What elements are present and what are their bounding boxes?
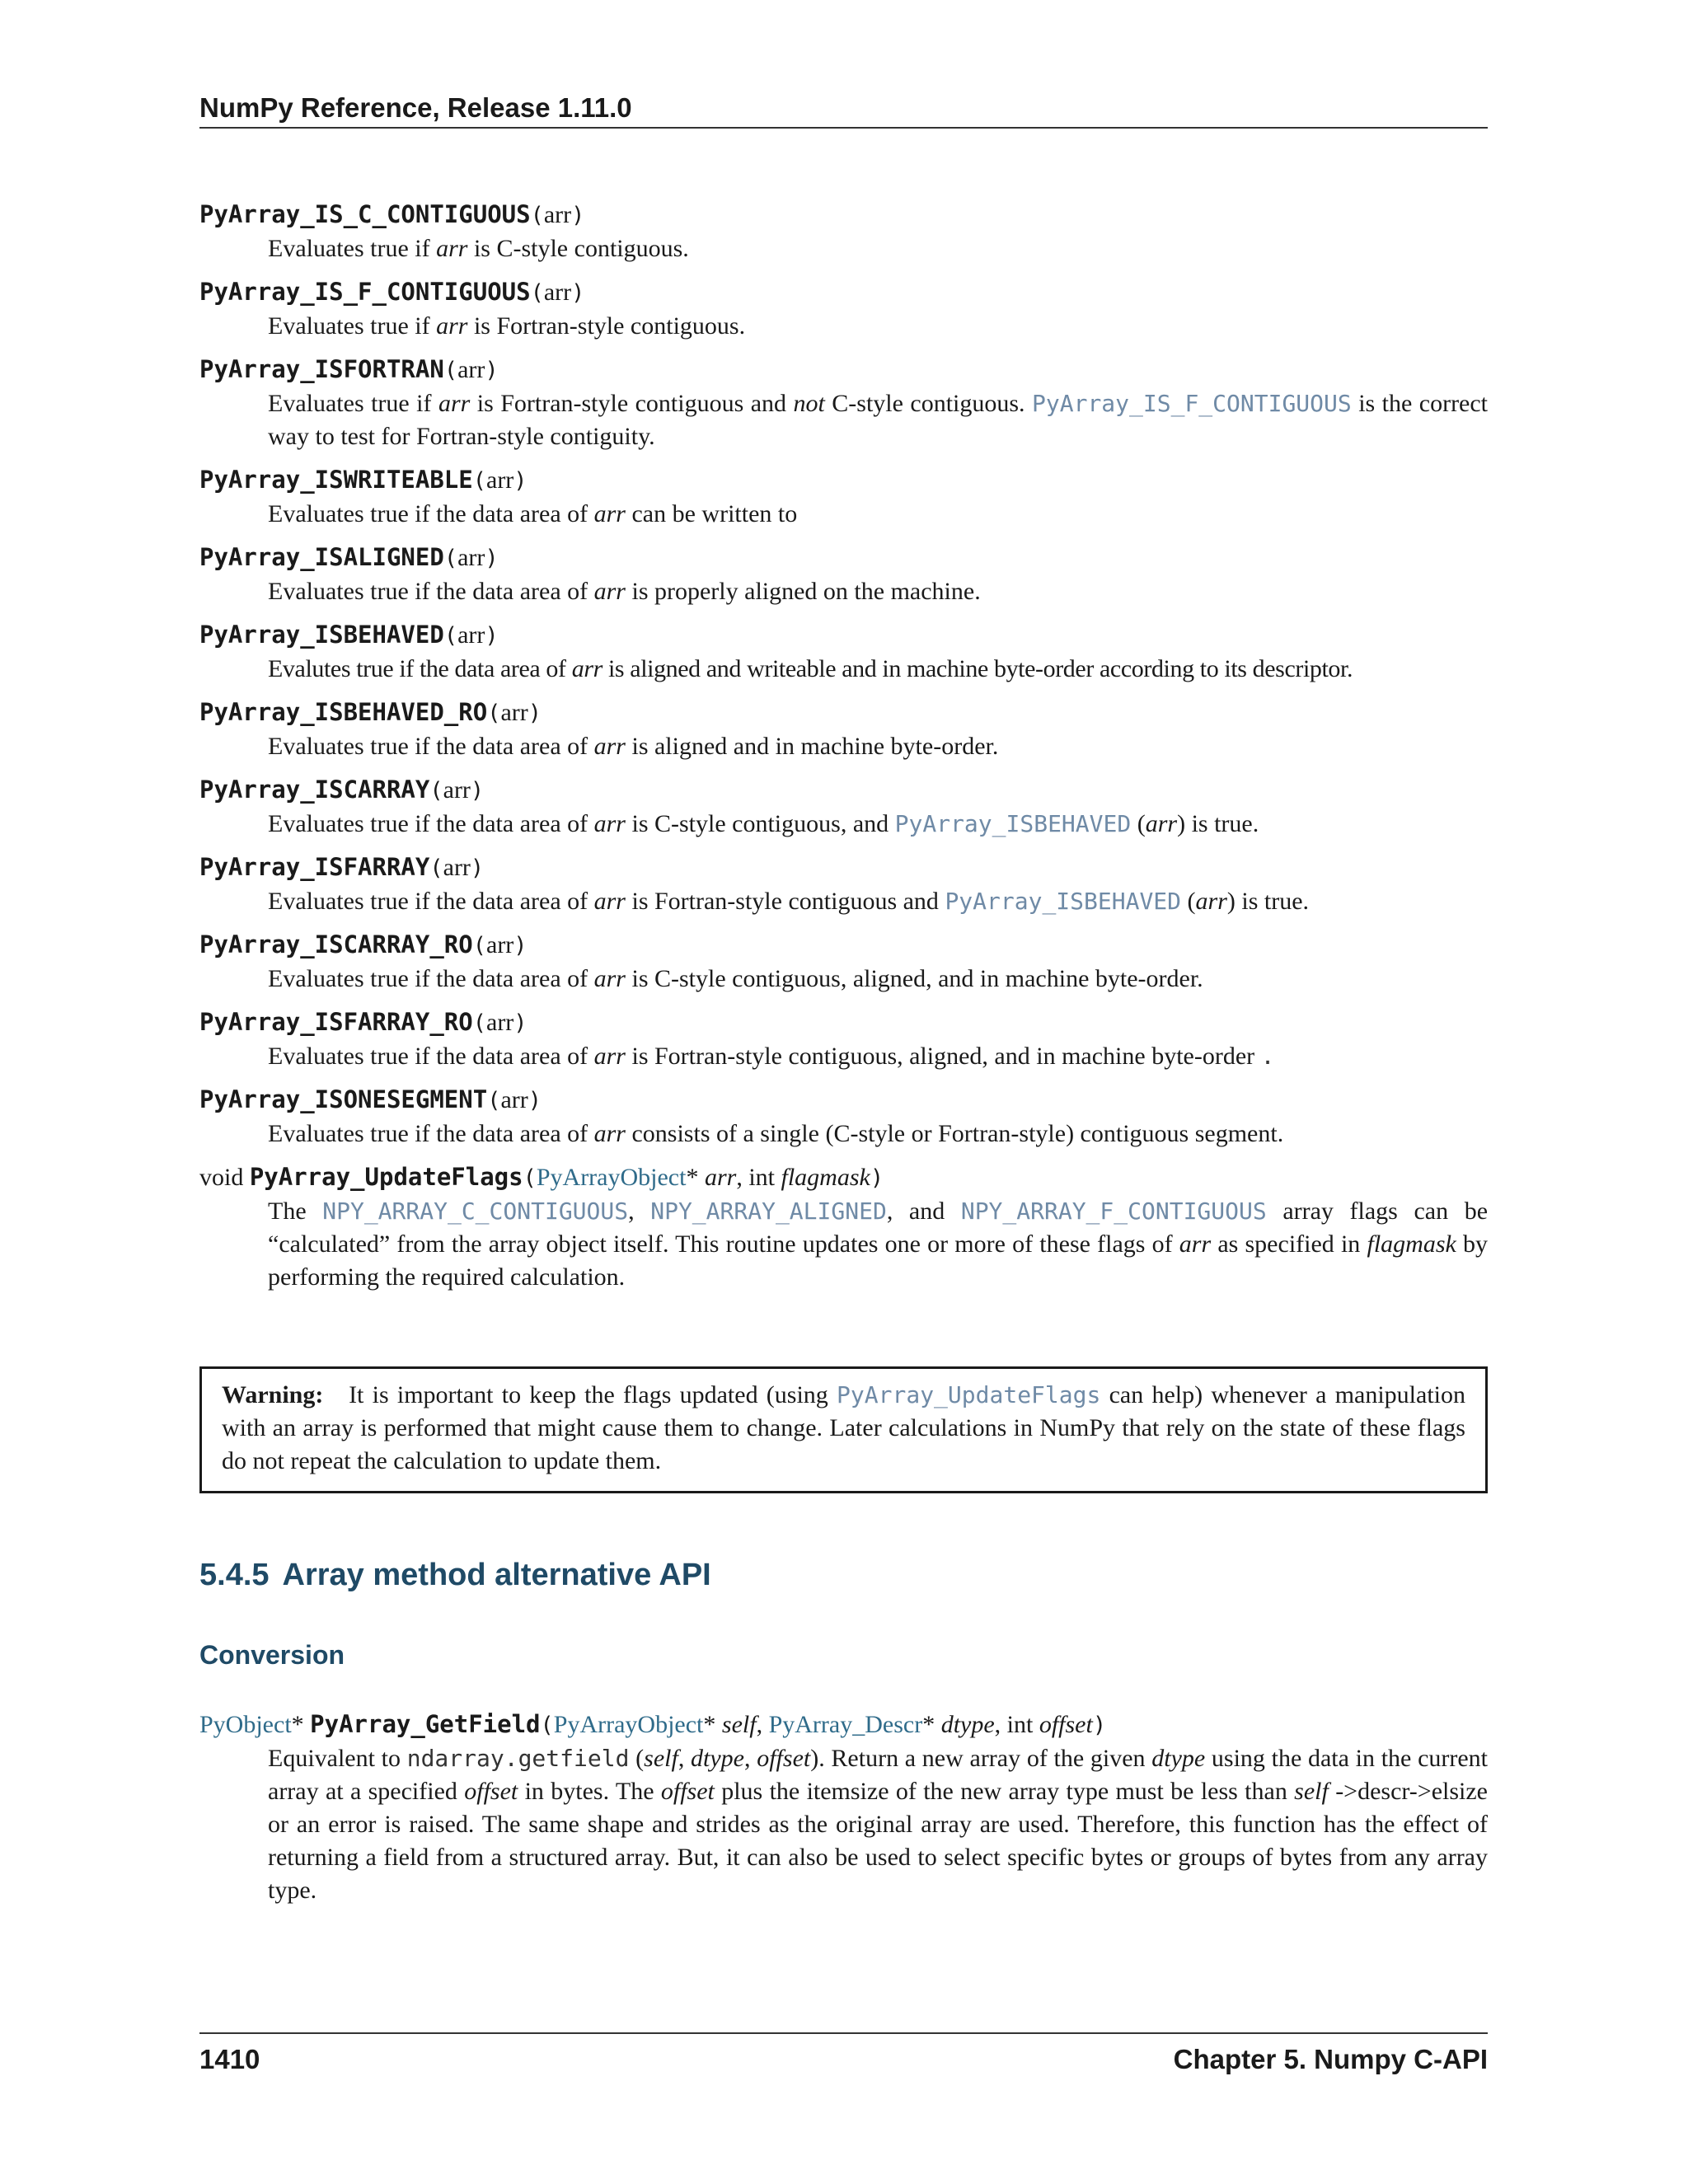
desc-text: in bytes. The <box>518 1778 661 1805</box>
function-description <box>268 575 1488 608</box>
function-entry <box>199 198 1488 265</box>
desc-text: Evaluates true if the data area of <box>268 500 594 527</box>
function-description <box>268 963 1488 996</box>
function-signature: PyObject* PyArray_GetField(PyArrayObject* self, PyArray_Descr* dtype, int offset) <box>199 1710 1107 1738</box>
function-description: Equivalent to ndarray.getfield (self, dtype, offset). Return a new array of the given dtype using the data in the current array at a specified offset in bytes. The offset plus the itemsize of the new array type must be less than self ->descr->elsize or an error is raised. The same shape and strides as the original array are used. Therefore, this function has the effect of returning a field from a structured array. But, it can also be used to select specific bytes or groups of bytes from any array type. <box>268 1745 1489 1904</box>
desc-emphasis: arr <box>593 1043 626 1070</box>
desc-emphasis: offset <box>660 1778 715 1805</box>
desc-text: Evaluates true if <box>268 235 437 262</box>
function-name: PyArray_IS_C_CONTIGUOUS <box>199 200 531 228</box>
desc-text: is properly aligned on the machine. <box>625 578 981 605</box>
function-name: PyArray_ISCARRAY <box>199 776 430 804</box>
paren: ) <box>485 623 499 649</box>
function-entry <box>199 541 1488 608</box>
function-name: PyArray_ISBEHAVED <box>199 621 444 649</box>
running-header: NumPy Reference, Release 1.11.0 <box>199 92 1488 129</box>
type-link[interactable]: PyArrayObject <box>553 1711 704 1738</box>
desc-text: is true. <box>1185 810 1259 837</box>
desc-emphasis: arr <box>571 655 603 682</box>
desc-text: consists of a single (C-style or Fortran-style) contiguous segment. <box>625 1120 1284 1147</box>
desc-text: is Fortran-style contiguous, aligned, and in machine byte-order <box>625 1043 1255 1070</box>
paren: ) <box>470 778 485 804</box>
function-arg: offset <box>1039 1711 1093 1738</box>
function-description <box>268 1118 1488 1151</box>
desc-text: Evaluates true if the data area of <box>268 733 594 760</box>
function-entry-updateflags <box>199 1160 1488 1294</box>
desc-text: is Fortran-style contiguous. <box>467 312 746 340</box>
function-signature <box>199 198 1488 232</box>
desc-emphasis: dtype <box>691 1745 744 1772</box>
desc-emphasis: offset <box>757 1745 811 1772</box>
function-signature <box>199 275 1488 310</box>
desc-text: array flags can be “calculated” from the array object itself. This routine updates one or more of these flags of <box>268 1197 1489 1258</box>
desc-text: is Fortran-style contiguous and <box>625 888 945 915</box>
function-description: Evaluates true if the data area of arr is C-style contiguous, and PyArray_ISBEHAVED (arr) is true. <box>268 810 1259 837</box>
arg-type: int <box>1006 1711 1034 1738</box>
desc-text: Evaluates true if the data area of <box>268 965 594 992</box>
section-number: 5.4.5 <box>199 1558 270 1592</box>
paren: ( <box>429 778 443 804</box>
function-entry <box>199 353 1488 453</box>
function-arg: arr <box>443 776 471 804</box>
desc-text: The <box>268 1197 323 1225</box>
paren: ) <box>485 546 499 571</box>
desc-text: is C-style contiguous, aligned, and in machine byte-order. <box>625 965 1203 992</box>
function-signature <box>199 1083 1488 1118</box>
cross-reference-link[interactable]: NPY_ARRAY_F_CONTIGUOUS <box>960 1197 1267 1225</box>
function-signature <box>199 618 1488 653</box>
desc-text: Evaluates true if <box>268 312 437 340</box>
desc-emphasis: flagmask <box>1367 1230 1456 1258</box>
return-type-link[interactable]: PyObject <box>199 1711 292 1738</box>
function-arg: arr <box>543 279 572 306</box>
cross-reference-link[interactable]: NPY_ARRAY_C_CONTIGUOUS <box>322 1197 629 1225</box>
desc-text: Evaluates true if the data area of <box>268 1043 594 1070</box>
function-arg: arr <box>457 356 485 383</box>
function-entry <box>199 928 1488 996</box>
function-name: PyArray_ISALIGNED <box>199 543 444 571</box>
cross-reference-link[interactable]: PyArray_IS_F_CONTIGUOUS <box>1032 390 1352 417</box>
function-entry-getfield <box>199 1708 1488 1907</box>
desc-text: ->descr->elsize or an error is raised. The same shape and strides as the original array are used. Therefore, this function has the effect of returning a field from a structured array. But, it can also be used to select specific bytes or groups of bytes from any array type. <box>268 1778 1488 1904</box>
cross-reference-link[interactable]: PyArray_ISBEHAVED <box>945 888 1182 915</box>
function-description <box>268 310 1488 343</box>
function-description <box>268 730 1488 763</box>
function-arg: flagmask <box>781 1164 870 1191</box>
page-number: 1410 <box>199 2044 260 2074</box>
paren: ( <box>443 546 458 571</box>
paren: ( <box>443 623 458 649</box>
paren: ) <box>485 358 499 383</box>
function-entry <box>199 773 1488 841</box>
cross-reference-link[interactable]: PyArray_ISBEHAVED <box>894 810 1132 837</box>
desc-text: Evaluates true if the data area of <box>268 578 594 605</box>
desc-text: is aligned and in machine byte-order. <box>625 733 999 760</box>
function-entry <box>199 275 1488 343</box>
function-description: Evaluates true if the data area of arr is Fortran-style contiguous and PyArray_ISBEHAVED (arr) is true. <box>268 888 1310 915</box>
desc-text: Evaluates true if the data area of <box>268 810 594 837</box>
function-description: The NPY_ARRAY_C_CONTIGUOUS, NPY_ARRAY_ALIGNED, and NPY_ARRAY_F_CONTIGUOUS array flags can be “calculated” from the array object itself. This routine updates one or more of these flags of arr as specified in flagmask by performing the required calculation. <box>268 1197 1489 1291</box>
paren: ( <box>523 1165 537 1191</box>
paren: ) <box>513 1010 528 1036</box>
paren: ( <box>540 1713 554 1738</box>
warning-box <box>199 1366 1488 1493</box>
function-arg: self <box>721 1711 757 1738</box>
desc-emphasis: arr <box>593 578 626 605</box>
paren: ) <box>470 855 485 881</box>
paren: ) <box>528 1088 542 1113</box>
function-signature <box>199 1005 1488 1040</box>
desc-text: by performing the required calculation. <box>268 1230 1489 1291</box>
function-arg: arr <box>704 1164 737 1191</box>
function-entry <box>199 1005 1488 1073</box>
function-name: PyArray_ISONESEGMENT <box>199 1085 488 1113</box>
function-entry <box>199 1083 1488 1151</box>
desc-text: can be written to <box>625 500 798 527</box>
function-description <box>268 387 1488 453</box>
paren: ( <box>530 203 544 228</box>
function-arg: arr <box>457 544 485 571</box>
function-entry <box>199 463 1488 531</box>
function-arg: arr <box>457 621 485 649</box>
paren: ( <box>472 468 486 494</box>
function-arg: arr <box>486 1009 514 1036</box>
function-name: PyArray_GetField <box>310 1710 541 1738</box>
function-arg: arr <box>543 201 572 228</box>
desc-code: . <box>1260 1043 1275 1070</box>
function-name: PyArray_ISWRITEABLE <box>199 466 473 494</box>
function-arg: arr <box>486 931 514 958</box>
desc-text: Evalutes true if the data area of <box>268 655 572 682</box>
desc-emphasis: arr <box>593 1120 626 1147</box>
desc-emphasis: arr <box>436 312 468 340</box>
function-description <box>268 232 1488 265</box>
paren: ) <box>571 280 585 306</box>
arg-type: int <box>748 1164 775 1191</box>
function-signature <box>199 541 1488 575</box>
section-heading <box>199 1558 711 1593</box>
desc-text: is Fortran-style contiguous and <box>470 390 794 417</box>
desc-text: plus the itemsize of the new array type must be less than <box>714 1778 1295 1805</box>
paren: ) <box>870 1165 884 1191</box>
desc-text: is aligned and writeable and in machine byte-order according to its descriptor. <box>602 655 1353 682</box>
function-arg: dtype <box>940 1711 995 1738</box>
function-name: PyArray_ISFORTRAN <box>199 355 444 383</box>
function-signature <box>199 463 1488 498</box>
function-signature: void PyArray_UpdateFlags(PyArrayObject* arr, int flagmask) <box>199 1163 884 1191</box>
type-link[interactable]: PyArray_Descr <box>768 1711 923 1738</box>
desc-emphasis: arr <box>1195 888 1227 915</box>
function-signature <box>199 928 1488 963</box>
running-footer <box>199 2032 1488 2075</box>
desc-text: C-style contiguous. <box>824 390 1033 417</box>
function-name: PyArray_IS_F_CONTIGUOUS <box>199 278 531 306</box>
function-arg: arr <box>486 466 514 494</box>
desc-text: Equivalent to <box>268 1745 407 1772</box>
section-title: Array method alternative API <box>282 1558 711 1592</box>
return-type: void <box>199 1164 244 1191</box>
function-description <box>268 1040 1488 1073</box>
function-name: PyArray_ISCARRAY_RO <box>199 930 473 958</box>
desc-emphasis: arr <box>1145 810 1178 837</box>
desc-text: Evaluates true if the data area of <box>268 1120 594 1147</box>
desc-text: using the data in the current array at a specified <box>268 1745 1489 1805</box>
function-entry <box>199 696 1488 763</box>
cross-reference-link[interactable]: NPY_ARRAY_ALIGNED <box>650 1197 887 1225</box>
function-list <box>199 198 1488 1304</box>
paren: ) <box>1092 1713 1107 1738</box>
paren: ) <box>571 203 585 228</box>
desc-text: as specified in <box>1211 1230 1367 1258</box>
chapter-title: Chapter 5. Numpy C-API <box>1173 2044 1488 2074</box>
desc-text: Evaluates true if <box>268 390 438 417</box>
warning-text: It is important to keep the flags updated (using <box>349 1381 837 1408</box>
desc-emphasis: arr <box>436 235 468 262</box>
paren: ( <box>472 933 486 958</box>
function-arg: arr <box>500 699 528 726</box>
desc-text: Evaluates true if the data area of <box>268 888 594 915</box>
function-signature <box>199 851 1488 885</box>
subsection-heading: Conversion <box>199 1640 345 1670</box>
paren: ( <box>443 358 458 383</box>
desc-emphasis: arr <box>593 733 626 760</box>
desc-emphasis: self <box>644 1745 678 1772</box>
desc-emphasis: self <box>1294 1778 1329 1805</box>
cross-reference-link[interactable]: PyArray_UpdateFlags <box>837 1381 1101 1408</box>
desc-text: , and <box>886 1197 961 1225</box>
paren: ) <box>513 468 528 494</box>
desc-text: is C-style contiguous, and <box>625 810 895 837</box>
paren: ( <box>429 855 443 881</box>
paren: ( <box>472 1010 486 1036</box>
function-signature <box>199 773 1488 808</box>
warning-label: Warning: <box>222 1381 324 1408</box>
function-description <box>268 653 1488 686</box>
function-name: PyArray_ISBEHAVED_RO <box>199 698 488 726</box>
type-link[interactable]: PyArrayObject <box>536 1164 687 1191</box>
warning-text: can help) whenever a manipulation with an array is performed that might cause them to change. Later calculations in NumPy that rely on the state of these flags do not repeat the calculation to update them. <box>222 1381 1466 1474</box>
desc-emphasis: offset <box>464 1778 518 1805</box>
desc-code: ndarray.getfield <box>406 1745 630 1772</box>
document-page <box>199 0 1488 2184</box>
paren: ( <box>487 701 501 726</box>
function-name: PyArray_ISFARRAY <box>199 853 430 881</box>
desc-text: is C-style contiguous. <box>467 235 689 262</box>
function-signature <box>199 696 1488 730</box>
desc-text: is the correct way to test for Fortran-style contiguity. <box>268 390 1489 450</box>
desc-emphasis: arr <box>1179 1230 1212 1258</box>
desc-emphasis: not <box>793 390 825 417</box>
paren: ( <box>530 280 544 306</box>
desc-text: . Return a new array of the given <box>818 1745 1152 1772</box>
desc-emphasis: arr <box>593 810 626 837</box>
function-arg: arr <box>443 854 471 881</box>
desc-emphasis: arr <box>593 965 626 992</box>
desc-emphasis: arr <box>593 500 626 527</box>
function-entry <box>199 851 1488 918</box>
function-name: PyArray_ISFARRAY_RO <box>199 1008 473 1036</box>
function-description <box>268 498 1488 531</box>
desc-emphasis: arr <box>593 888 626 915</box>
function-entry <box>199 618 1488 686</box>
function-signature <box>199 353 1488 387</box>
paren: ) <box>528 701 542 726</box>
desc-emphasis: arr <box>438 390 471 417</box>
paren: ( <box>487 1088 501 1113</box>
desc-emphasis: dtype <box>1151 1745 1206 1772</box>
function-arg: arr <box>500 1086 528 1113</box>
desc-text: is true. <box>1235 888 1310 915</box>
function-name: PyArray_UpdateFlags <box>249 1163 523 1191</box>
paren: ) <box>513 933 528 958</box>
